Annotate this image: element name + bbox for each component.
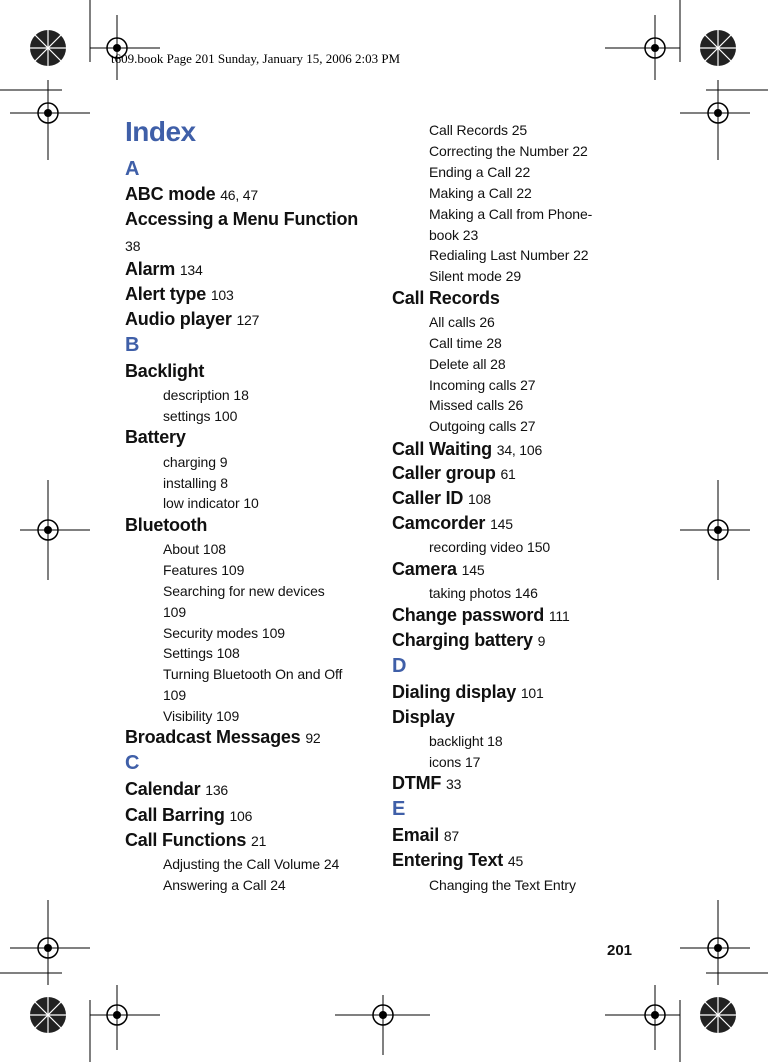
sub-label: Ending a Call	[429, 164, 511, 180]
entry-term: Caller group	[392, 463, 496, 483]
entry-term: Alarm	[125, 259, 176, 279]
sub-pages: 150	[527, 539, 551, 555]
index-entry	[392, 825, 459, 846]
sub-label: book	[429, 227, 459, 243]
entry-pages: 111	[548, 608, 570, 624]
sub-label: About	[163, 541, 200, 557]
sub-pages: 108	[202, 541, 226, 557]
entry-term: ABC mode	[125, 184, 216, 204]
sub-pages: 27	[520, 377, 536, 393]
sub-pages: 22	[516, 185, 532, 201]
sub-label: Security modes	[163, 625, 259, 641]
entry-pages: 145	[461, 562, 485, 578]
sub-pages: 146	[514, 585, 538, 601]
sub-entry	[163, 583, 325, 599]
entry-pages: 101	[520, 685, 544, 701]
entry-term: Bluetooth	[125, 515, 208, 535]
entry-pages: 108	[468, 491, 491, 507]
entry-pages: 136	[205, 782, 229, 798]
sub-pages: 29	[505, 268, 522, 284]
sub-label: Outgoing calls	[429, 418, 517, 434]
entry-term: Call Barring	[125, 805, 225, 825]
entry-pages: 61	[500, 466, 516, 482]
index-entry	[125, 309, 259, 330]
sub-pages: 24	[270, 877, 286, 893]
sub-entry	[163, 645, 240, 661]
entry-term: Caller ID	[392, 488, 464, 508]
entry-term: Entering Text	[392, 850, 504, 870]
sub-label: All calls	[429, 314, 476, 330]
sub-entry	[429, 356, 506, 372]
index-entry	[392, 439, 542, 460]
entry-term: Audio player	[125, 309, 232, 329]
sub-label: Changing the Text Entry	[429, 877, 576, 893]
sub-label: Making a Call from Phone-	[429, 206, 593, 222]
sub-entry	[429, 143, 588, 159]
index-entry	[392, 707, 455, 728]
entry-pages: 21	[251, 833, 267, 849]
entry-term: Broadcast Messages	[125, 727, 301, 747]
entry-pages: 38	[125, 238, 141, 254]
entry-pages: 106	[229, 808, 253, 824]
entry-term: Display	[392, 707, 455, 727]
sub-entry	[429, 585, 538, 601]
sub-label: Adjusting the Call Volume	[163, 856, 321, 872]
sub-entry	[429, 227, 478, 243]
sub-label: Call time	[429, 335, 483, 351]
sub-label: Redialing Last Number	[429, 247, 570, 263]
sub-label: Searching for new devices	[163, 583, 325, 599]
sub-pages: 28	[486, 335, 502, 351]
sub-entry	[163, 562, 244, 578]
sub-entry	[163, 666, 342, 682]
sub-pages: 109	[221, 562, 245, 578]
sub-label: settings	[163, 408, 211, 424]
sub-entry	[429, 206, 592, 222]
index-entry	[125, 209, 358, 230]
index-entry	[125, 779, 228, 800]
index-entry	[392, 605, 570, 626]
sub-entry	[429, 397, 523, 413]
index-entry	[125, 259, 203, 280]
index-entry	[392, 559, 484, 580]
sub-label: installing	[163, 475, 217, 491]
section-letter-b: B	[125, 334, 140, 356]
entry-pages: 9	[537, 633, 546, 649]
sub-entry	[163, 541, 226, 557]
sub-entry	[429, 185, 532, 201]
sub-pages: 18	[233, 387, 249, 403]
entry-term: Call Functions	[125, 830, 247, 850]
sub-pages: 109	[163, 604, 187, 620]
sub-pages: 23	[462, 227, 479, 243]
sub-entry	[429, 539, 550, 555]
index-entry	[125, 284, 234, 305]
index-entry	[392, 773, 461, 794]
entry-term: Email	[392, 825, 440, 845]
sub-pages: 108	[216, 645, 240, 661]
sub-label: taking photos	[429, 585, 511, 601]
sub-entry	[163, 625, 285, 641]
sub-entry	[163, 877, 286, 893]
sub-label: Visibility	[163, 708, 213, 724]
sub-entry	[163, 856, 339, 872]
entry-term: Backlight	[125, 361, 205, 381]
index-entry	[392, 630, 545, 651]
sub-label: Incoming calls	[429, 377, 517, 393]
sub-entry	[163, 708, 239, 724]
entry-term: Battery	[125, 427, 186, 447]
entry-term: Calendar	[125, 779, 201, 799]
sub-entry	[429, 418, 536, 434]
sub-entry	[163, 454, 227, 470]
sub-label: backlight	[429, 733, 484, 749]
entry-term: Change password	[392, 605, 545, 625]
index-entry	[125, 515, 207, 536]
section-letter-a: A	[125, 158, 140, 180]
sub-pages: 9	[219, 454, 228, 470]
sub-pages: 10	[243, 495, 259, 511]
sub-label: Silent mode	[429, 268, 502, 284]
entry-term: Call Waiting	[392, 439, 492, 459]
index-entry	[125, 727, 321, 748]
page-number: 201	[607, 942, 633, 959]
entry-term: Camera	[392, 559, 457, 579]
sub-label: Features	[163, 562, 218, 578]
entry-pages: 92	[305, 730, 321, 746]
sub-label: recording video	[429, 539, 524, 555]
sub-pages: 26	[479, 314, 495, 330]
sub-label: charging	[163, 454, 216, 470]
sub-entry	[429, 377, 535, 393]
print-header: t609.book Page 201 Sunday, January 15, 2006 2:03 PM	[111, 51, 401, 66]
sub-entry	[429, 268, 521, 284]
entry-pages: 145	[490, 516, 513, 532]
index-entry	[392, 463, 516, 484]
sub-pages: 27	[520, 418, 536, 434]
entry-pages: 46, 47	[220, 187, 258, 203]
sub-label: Turning Bluetooth On and Off	[163, 666, 343, 682]
index-entry	[125, 830, 266, 851]
index-entry	[125, 427, 186, 448]
sub-entry	[429, 335, 502, 351]
sub-pages: 17	[464, 754, 481, 770]
index-entry	[125, 805, 252, 826]
sub-pages: 25	[511, 122, 528, 138]
sub-label: description	[163, 387, 230, 403]
sub-pages: 8	[220, 475, 228, 491]
sub-pages: 22	[573, 247, 589, 263]
entry-term: Call Records	[392, 288, 500, 308]
sub-entry	[429, 733, 503, 749]
sub-entry	[429, 122, 527, 138]
sub-label: Call Records	[429, 122, 508, 138]
sub-pages: 22	[514, 164, 531, 180]
sub-entry	[163, 495, 259, 511]
sub-label: icons	[429, 754, 462, 770]
index-entry	[392, 682, 544, 703]
entry-pages: 33	[446, 776, 462, 792]
index-entry	[125, 361, 204, 382]
entry-pages: 103	[210, 287, 234, 303]
sub-entry	[429, 314, 495, 330]
sub-pages: 109	[216, 708, 240, 724]
sub-entry	[163, 408, 237, 424]
sub-entry	[429, 877, 576, 893]
entry-pages: 45	[507, 853, 524, 869]
entry-term: Alert type	[125, 284, 207, 304]
sub-pages: 109	[261, 625, 285, 641]
entry-term: Charging battery	[392, 630, 533, 650]
sub-pages: 26	[507, 397, 524, 413]
entry-term: Camcorder	[392, 513, 486, 533]
entry-term: Accessing a Menu Function	[125, 209, 359, 229]
sub-entry	[429, 754, 480, 770]
index-entry	[392, 513, 513, 534]
entry-pages: 127	[236, 312, 260, 328]
sub-pages: 28	[490, 356, 506, 372]
sub-label: Correcting the Number	[429, 143, 569, 159]
sub-label: Settings	[163, 645, 213, 661]
sub-label: low indicator	[163, 495, 240, 511]
page-title: Index	[125, 116, 196, 147]
sub-pages: 22	[572, 143, 588, 159]
index-entry	[392, 488, 491, 509]
entry-pages: 34, 106	[496, 442, 543, 458]
sub-entry	[163, 387, 249, 403]
sub-label: Missed calls	[429, 397, 505, 413]
sub-pages: 109	[163, 687, 187, 703]
sub-pages: 100	[214, 408, 238, 424]
section-letter-d: D	[392, 655, 407, 677]
sub-label: Making a Call	[429, 185, 513, 201]
sub-entry	[429, 247, 588, 263]
sub-entry	[163, 475, 228, 491]
index-entry	[125, 184, 258, 205]
sub-pages: 18	[487, 733, 503, 749]
sub-label: Answering a Call	[163, 877, 267, 893]
sub-pages: 24	[323, 856, 340, 872]
entry-pages: 134	[179, 262, 203, 278]
entry-term: Dialing display	[392, 682, 517, 702]
index-entry	[392, 288, 500, 309]
entry-term: DTMF	[392, 773, 442, 793]
section-letter-c: C	[125, 752, 140, 774]
sub-label: Delete all	[429, 356, 487, 372]
entry-pages: 87	[443, 828, 460, 844]
index-entry	[392, 850, 523, 871]
sub-entry	[429, 164, 530, 180]
section-letter-e: E	[392, 798, 406, 820]
